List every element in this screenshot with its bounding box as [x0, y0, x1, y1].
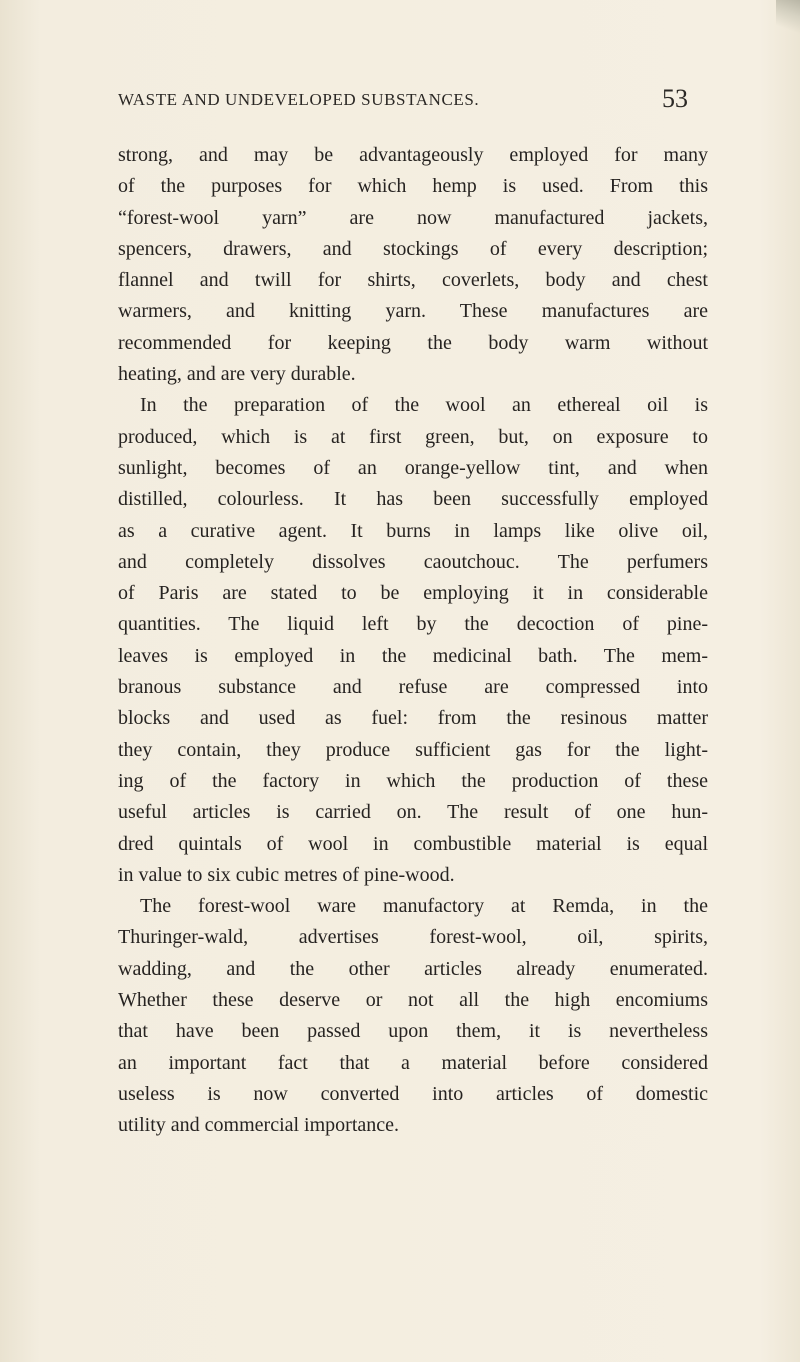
text-line: branous substance and refuse are compressed into	[118, 676, 708, 699]
text-line: and completely dissolves caoutchouc. The perfumers	[118, 550, 708, 573]
text-line: recommended for keeping the body warm without	[118, 331, 708, 354]
text-line: Thuringer-wald, advertises forest-wool, oil, spirits,	[118, 926, 708, 949]
text-line: leaves is employed in the medicinal bath. The mem-	[118, 644, 708, 667]
running-title: WASTE AND UNDEVELOPED SUBSTANCES.	[118, 90, 480, 109]
text-line: “forest-wool yarn” are now manufactured jackets,	[118, 206, 708, 229]
text-line: flannel and twill for shirts, coverlets, body and chest	[118, 269, 708, 292]
text-line: useful articles is carried on. The result of one hun-	[118, 801, 708, 824]
text-line: in value to six cubic metres of pine-wood.	[118, 863, 455, 886]
text-line: as a curative agent. It burns in lamps like olive oil,	[118, 519, 708, 542]
text-line: of the purposes for which hemp is used. From this	[118, 175, 708, 198]
text-line: sunlight, becomes of an orange-yellow tint, and when	[118, 456, 708, 479]
text-line: produced, which is at first green, but, on exposure to	[118, 425, 708, 448]
text-line: that have been passed upon them, it is nevertheless	[118, 1020, 708, 1043]
text-line: spencers, drawers, and stockings of every description;	[118, 237, 708, 260]
text-line: quantities. The liquid left by the decoction of pine-	[118, 613, 708, 636]
page-corner-shadow	[776, 0, 800, 40]
text-line: ing of the factory in which the production of these	[118, 769, 708, 792]
text-line: heating, and are very durable.	[118, 363, 356, 386]
text-line: strong, and may be advantageously employed for many	[118, 144, 708, 166]
text-line: The forest-wool ware manufactory at Remda, in the	[140, 895, 708, 918]
text-line: Whether these deserve or not all the high encomiums	[118, 989, 708, 1012]
running-head	[88, 84, 688, 120]
text-line: dred quintals of wool in combustible material is equal	[118, 832, 708, 855]
text-line: of Paris are stated to be employing it in considerable	[118, 582, 708, 605]
text-line: utility and commercial importance.	[118, 1114, 400, 1137]
text-line: warmers, and knitting yarn. These manufactures are	[118, 300, 708, 323]
text-line: wadding, and the other articles already enumerated.	[118, 957, 708, 980]
text-line: distilled, colourless. It has been successfully employed	[118, 488, 708, 511]
text-line: an important fact that a material before considered	[118, 1051, 708, 1074]
text-line: In the preparation of the wool an ethereal oil is	[140, 394, 708, 417]
body-text	[118, 140, 708, 1142]
text-line: useless is now converted into articles of domestic	[118, 1082, 708, 1105]
page-number: 53	[662, 84, 688, 113]
text-line: blocks and used as fuel: from the resinous matter	[118, 707, 708, 730]
text-line: they contain, they produce sufficient gas for the light-	[118, 738, 708, 761]
